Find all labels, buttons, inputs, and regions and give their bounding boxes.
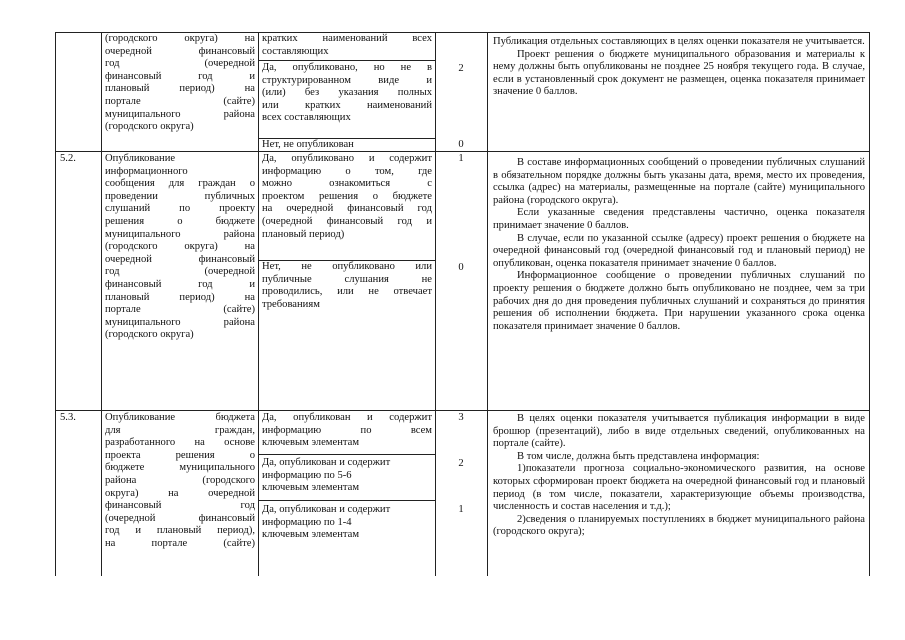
option-score: 3 [458, 412, 464, 423]
comment-paragraph: В целях оценки показателя учитывается публикация информации в виде брошюр (презентаций), либо в виде отдельных сведений, опубликованных на портале (сайте). [493, 413, 865, 450]
option-score: 0 [458, 139, 464, 150]
row-divider [55, 410, 870, 411]
table-border-options [258, 32, 259, 576]
text-line: муниципального района [105, 228, 255, 240]
text-line: плановый период) на [105, 291, 255, 303]
text-line: проводились, или не отвечает [262, 286, 432, 298]
comment-paragraph: В составе информационных сообщений о проведении публичных слушаний в обязательном порядке должны быть указаны дата, время, место их проведения, ссылка (адрес) на материалы, размещенные на портале (сайте) муниципального района (городского округа). [493, 157, 865, 206]
text-line: (городского округа) [105, 329, 194, 341]
text-line: Да, опубликовано и содержит [262, 153, 432, 164]
text-line: Да, опубликовано, но не в [262, 62, 432, 73]
row-comment [493, 157, 865, 333]
text-line: финансовый год [105, 500, 255, 512]
text-line: информацию по 5-6 [262, 469, 352, 481]
text-line: округа) на очередной [105, 487, 255, 499]
text-line: проектом решения о бюджете [262, 190, 432, 202]
option-text [262, 33, 432, 58]
text-line: информацию по всем [262, 424, 432, 436]
comment-paragraph: 2)сведения о планируемых поступлениях в бюджет муниципального района (городского округа); [493, 513, 865, 538]
comment-paragraph: В том числе, должна быть представлена информация: [517, 450, 760, 462]
table-border-right [869, 32, 870, 576]
comment-paragraph: Публикация отдельных составляющих в целях оценки показателя не учитывается. [493, 36, 865, 47]
option-divider [258, 60, 436, 61]
row-indicator [105, 153, 255, 342]
text-line: района (городского [105, 474, 255, 486]
option-score: 0 [458, 262, 464, 273]
comment-paragraph: Проект решения о бюджете муниципального образования и материалы к нему должны быть опубликованы не позднее 25 ноября текущего года. В случае, если в установленный срок документ не размещен, оценка показателя принимает значение 0 баллов. [493, 48, 865, 98]
comment-paragraph: В случае, если по указанной ссылке (адресу) проект решения о бюджете на очередной финансовый год (очередной финансовый год и плановый период) не опубликован, оценка показателя принимает значение 0 баллов. [493, 232, 865, 269]
text-line: можно ознакомиться с [262, 178, 432, 190]
text-line: проведении публичных [105, 190, 255, 202]
text-line: структурированном виде и [262, 74, 432, 86]
option-divider [258, 454, 436, 455]
text-line: на очередной финансовый год [262, 203, 432, 215]
text-line: слушаний по проекту [105, 203, 255, 215]
text-line: Опубликование бюджета [105, 412, 255, 423]
text-line: Нет, не опубликовано или [262, 261, 432, 272]
text-line: (очередной финансовый год и [262, 215, 432, 227]
text-line: информационного [105, 165, 188, 177]
text-line: Да, опубликован и содержит [262, 504, 391, 515]
text-line: муниципального района [105, 108, 255, 120]
text-line: (городского округа) на [105, 33, 255, 44]
row-code: 5.3. [60, 412, 76, 423]
text-line: финансовый год и [105, 70, 255, 82]
text-line: публичные слушания не [262, 273, 432, 285]
option-text [262, 139, 432, 152]
text-line: муниципального района [105, 316, 255, 328]
option-score: 1 [458, 504, 464, 515]
option-text [262, 504, 432, 542]
text-line: кратких наименований всех [262, 33, 432, 44]
text-line: информацию по 1-4 [262, 516, 352, 528]
text-line: (очередной финансовый [105, 512, 255, 524]
text-line: бюджете муниципального [105, 462, 255, 474]
table-border-left [55, 32, 56, 576]
text-line: ключевым элементам [262, 482, 360, 494]
text-line: требованиям [262, 298, 320, 310]
option-text [262, 457, 432, 495]
row-comment [493, 413, 865, 575]
text-line: плановый период) на [105, 83, 255, 95]
option-divider [258, 500, 436, 501]
text-line: или кратких наименований [262, 99, 432, 111]
text-line: (или) без указания полных [262, 87, 432, 99]
text-line: плановый период) [262, 228, 345, 240]
option-score: 2 [458, 63, 464, 74]
option-text [262, 412, 432, 450]
text-line: год (очередной [105, 266, 255, 278]
text-line: (городского округа) [105, 121, 194, 133]
row-indicator [105, 412, 255, 551]
text-line: год (очередной [105, 58, 255, 70]
option-text [262, 153, 432, 241]
text-line: ключевым элементам [262, 529, 360, 541]
comment-paragraph: Если указанные сведения представлены частично, оценка показателя принимает значение 0 баллов. [493, 207, 865, 231]
text-line: Опубликование [105, 153, 176, 164]
option-text [262, 62, 432, 125]
text-line: для граждан, [105, 424, 255, 436]
row-indicator [105, 33, 255, 134]
comment-paragraph: 1)показатели прогноза социально-экономического развития, на основе которых сформирован проект бюджета на очередной финансовый год и плановый период (в том числе, показатели, характеризующие объемы производства, численность и состав населения и т.д.); [493, 463, 865, 513]
text-line: год и плановый период), [105, 525, 255, 537]
text-line: портале (сайте) [105, 304, 255, 316]
table-border-comment [487, 32, 488, 576]
text-line: финансовый год и [105, 278, 255, 290]
text-line: портале (сайте) [105, 95, 255, 107]
text-line: информацию о том, где [262, 165, 432, 177]
comment-paragraph: Информационное сообщение о проведении публичных слушаний по проекту решения о бюджете должно быть опубликовано не позднее, чем за три рабочих дня до дня проведения публичных слушаний и сохраняться до принятия решения об исполнении бюджета. При нарушении указанного срока оценка показателя принимает значение 0 баллов. [493, 270, 865, 332]
option-text [262, 261, 432, 311]
text-line: решения о бюджете [105, 215, 255, 227]
text-line: (городского округа) на [105, 241, 255, 253]
row-comment [493, 36, 865, 99]
text-line: разработанного на основе [105, 437, 255, 449]
table-border-score [435, 32, 436, 576]
text-line: на портале (сайте) [105, 537, 255, 549]
option-score: 2 [458, 458, 464, 469]
text-line: составляющих [262, 45, 329, 57]
text-line: проекта решения о [105, 449, 255, 461]
row-code: 5.2. [60, 153, 76, 164]
text-line: Да, опубликован и содержит [262, 412, 432, 423]
option-score: 1 [458, 153, 464, 164]
text-line: Нет, не опубликован [262, 139, 354, 150]
table-border-indicator [101, 32, 102, 576]
text-line: очередной финансовый [105, 45, 255, 57]
text-line: Да, опубликован и содержит [262, 457, 391, 468]
text-line: ключевым элементам [262, 437, 360, 449]
text-line: сообщения для граждан о [105, 178, 255, 190]
text-line: всех составляющих [262, 112, 351, 124]
text-line: очередной финансовый [105, 253, 255, 265]
